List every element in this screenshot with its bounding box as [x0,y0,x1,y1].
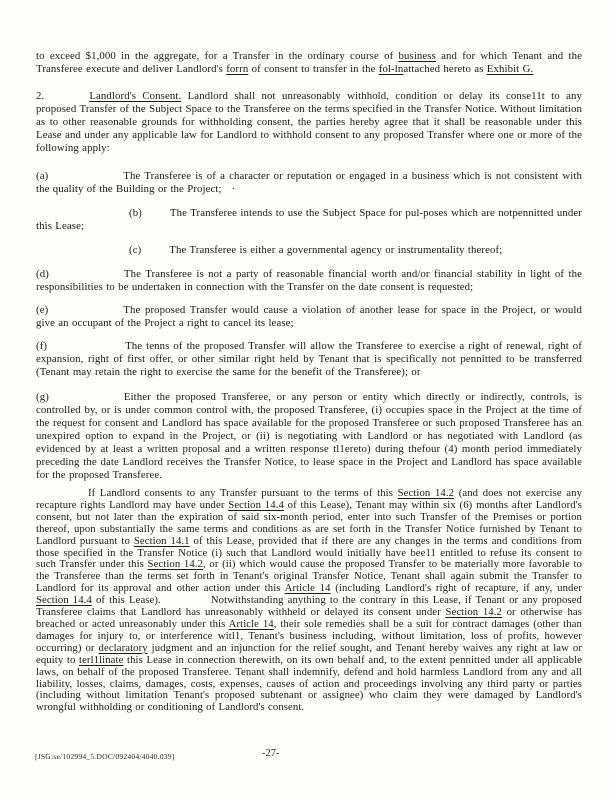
text-run: attached hereto as [403,63,487,75]
tab-space [36,495,88,496]
tab-space [141,252,169,253]
text-run: (g) [36,391,49,403]
text-run: of this Lease). [91,594,161,607]
text-run: (c) [129,244,142,256]
text-run: Landlord shall not unreasonably withhold, condition or delay its conse11t to any proposed Transfer of the Subject Space to the Transferee on the terms specified in the Transfer Notice. Without limitation as to other reasonable grounds for withholding consent, the parties hereby agree that it shall be reasonable under this Lease and under any applicable law for Landlord to withhold consent to any proposed Transfer where one or more of the following apply: [36,90,582,154]
page-footer [0,748,612,764]
text-run: (f) [36,340,48,352]
text-run: (including Landlord's right of recapture, if any, under [330,582,582,595]
text-run: The proposed Transfer would cause a violation of another lease for space in the Project, or would give an occupant of the Project a right to cancel its lease; [36,304,582,329]
clause-g [36,391,582,482]
underlined-run: business [398,50,436,62]
text-run: (and does not exercise any recapture rights Landlord may have under [36,487,583,511]
text-run: , their sole remedies shall be a suit for contract damages (other than damages for injury to, or interference witl1, Tenant's business including, without limitation, loss of profits, however occurring) or [36,617,582,654]
underlined-run: Section 14.4 [228,498,284,511]
text-run: of consent to transfer in the [248,63,379,75]
underlined-run: Section 14.2 [147,558,204,571]
document-body [36,50,582,714]
text-run: Either the proposed Transferee, or any person or entity which directly or indirectly, controls, is controlled by, or is under common control with, the proposed Transferee, (i) occupies space in the Project at the time of the request for consent and Landlord has space available for the proposed Transferee or such proposed Transferee has an unexpired option to expand in the Project, or (ii) is negotiating with Landlord or has negotiated with Landlord (as evidenced by at least a written proposal and a written response tl1ereto) during thefour (4) month period immediately preceding the date Landlord receives the Transfer Notice, to lease space in the Project and Landlord has space available for the proposed Transferee. [36,391,582,481]
text-run: this Lease in connection therewith, on its own behalf and, to the extent pennitted under all applicable laws, on behalf of the proposed Transferee. Tenant shall indemnify, defend and hold harmless Landlord from any and all liability, losses, claims, damages, costs, expenses, causes of action and proceedings involving any third party or parties (including without limitation Tenant's proposed subtenant or assignee) who claim they were damaged by Landlord's wrongful withholding or conditioning of Landlord's consent. [36,653,582,714]
underlined-run: fol-ln [378,63,404,75]
text-run: The Transferee is of a character or reputation or engaged in a business which is not consistent with the quality of the Building or the Project; · [36,170,582,195]
clause-b [36,207,582,233]
text-run: The Transferee is either a governmental agency or instrumentality thereof; [169,244,503,256]
underlined-run: forrn [226,63,249,75]
underlined-run: Section 14.2 [445,606,502,619]
tab-space [44,98,89,99]
tab-space [48,312,123,313]
underlined-run: Section 14.1 [133,534,190,547]
clause-f [36,340,582,379]
tab-space [48,178,123,179]
text-run: The Transferee intends to use the Subject Space for pul-poses which are notpennitted under this Lease; [36,207,582,232]
tab-space [142,215,170,216]
text-run: to exceed $1,000 in the aggregate, for a Transfer in the ordinary course of [36,50,399,62]
text-run: Notwithstanding anything to the contrary in this Lease, if Tenant or any proposed Transferee claims that Landlord has unreasonably withheld or delayed its consent under [36,594,582,619]
text-run: (a) [36,170,49,182]
tab-space [36,252,129,253]
tab-space [49,399,124,400]
paragraph-landlords-consent [36,90,582,155]
text-run: of this Lease, provided that if there are any changes in the terms and conditions from those specified in the Transfer Notice (i) such that Landlord would initially have bee11 entitled to refuse its consent to such Transfer under this [36,534,582,571]
underlined-run: Section 14.2 [397,487,455,499]
text-run: If Landlord consents to any Transfer pursuant to the terms of this [88,487,398,499]
paragraph-intro [36,50,582,76]
text-run: The tenns of the proposed Transfer will allow the Transferee to exercise a right of renewal, right of expansion, right of first offer, or other similar right held by Tenant that is specifically not pennitted to be transferred (Tenant may retain the right to exercise the same for the benefit of the Transferee); or [36,340,582,378]
clause-c [36,244,582,257]
underlined-run: terl1linate [79,653,124,666]
text-run: or otherwise has breached or acted unreasonably under this [36,606,582,630]
underlined-run: Article 14 [228,617,274,630]
underlined-run: declaratory [98,641,148,654]
clause-d [36,268,582,294]
underlined-run: Section 14.4 [36,594,92,607]
clause-a [36,170,582,196]
text-run: (e) [36,304,49,316]
underlined-run: Article 14 [284,582,331,595]
text-run: judgment and an injunction for the relief sought, and Tenant hereby waives any right at law or equity to [36,641,583,666]
text-run: (b) [129,207,142,219]
document-id-stamp: [JSG:se/102994_5.DOC/092404/4040.039] [35,752,175,761]
underlined-run: Landlord's Consent. [89,90,182,102]
clause-e [36,304,582,330]
tab-space [36,215,129,216]
text-run: of this Lease), Tenant may within six (6) months after Landlord's consent, but not later than the expiration of said six-month period, enter into such Transfer of the Premises or portion thereof, upon substantially the same terms and conditions as are set forth in the Transfer Notice furnished by Tenant to Landlord pursuant to [36,498,583,547]
text-run: , or (ii) which would cause the proposed Transfer to be materially more favorable to the Transferee than the terms set forth in Tenant's original Transfer Notice, Tenant shall again submit the Transfer to Landlord for its approval and other action under this [36,558,583,595]
tab-space [47,348,125,349]
underlined-run: Exhibit G. [486,63,534,75]
text-run: (d) [36,268,49,280]
paragraph-consent-terms [36,488,582,714]
text-run: 2. [36,90,45,102]
text-run: The Transferee is not a party of reasonable financial worth and/or financial stability in light of the responsibilities to be undertaken in connection with the Transfer on the date consent is requested; [36,268,582,293]
text-run: and for which Tenant and the Transferee execute and deliver Landlord's [36,50,583,75]
tab-space [49,276,124,277]
page-number: -27- [262,748,280,759]
inline-gap [161,602,211,603]
